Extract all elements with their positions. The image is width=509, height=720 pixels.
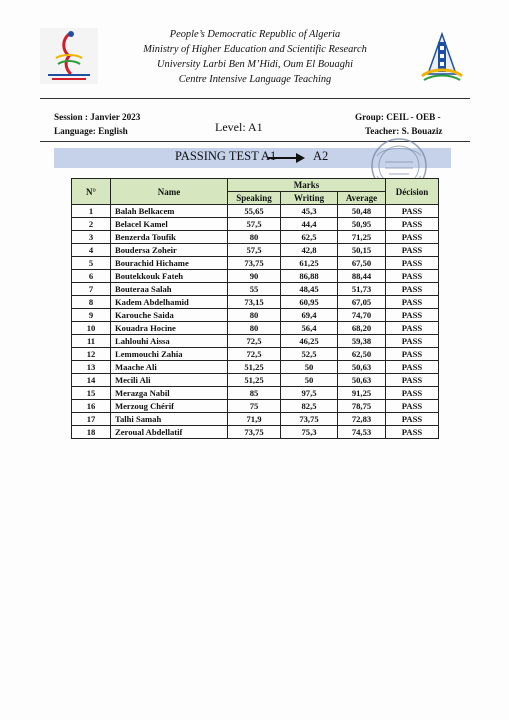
session-label: Session : Janvier 2023 [54,112,141,122]
table-row [72,426,439,439]
writing-mark: 44,4 [281,218,338,231]
decision-value: PASS [386,400,439,413]
table-row [72,400,439,413]
speaking-mark: 57,5 [228,218,281,231]
row-number: 18 [72,426,111,439]
student-name: Kadem Abdelhamid [111,296,228,309]
average-mark: 67,50 [338,257,386,270]
student-name: Merzoug Chérif [111,400,228,413]
header-speaking: Speaking [228,192,281,205]
decision-value: PASS [386,322,439,335]
average-mark: 74,53 [338,426,386,439]
table-row [72,244,439,257]
speaking-mark: 72,5 [228,335,281,348]
speaking-mark: 73,75 [228,257,281,270]
average-mark: 67,05 [338,296,386,309]
ceil-logo-icon [418,30,466,82]
student-name: Benzerda Toufik [111,231,228,244]
writing-mark: 75,3 [281,426,338,439]
row-number: 9 [72,309,111,322]
row-number: 15 [72,387,111,400]
table-row [72,309,439,322]
average-mark: 74,70 [338,309,386,322]
header-marks: Marks [228,179,386,192]
row-number: 10 [72,322,111,335]
writing-mark: 50 [281,374,338,387]
table-row [72,231,439,244]
writing-mark: 97,5 [281,387,338,400]
row-number: 8 [72,296,111,309]
student-name: Mecili Ali [111,374,228,387]
student-name: Maache Ali [111,361,228,374]
speaking-mark: 75 [228,400,281,413]
average-mark: 50,63 [338,361,386,374]
speaking-mark: 72,5 [228,348,281,361]
institution-header [120,27,390,87]
table-row [72,283,439,296]
speaking-mark: 73,75 [228,426,281,439]
header-line-centre: Centre Intensive Language Teaching [178,74,332,85]
average-mark: 62,50 [338,348,386,361]
table-row [72,413,439,426]
decision-value: PASS [386,296,439,309]
writing-mark: 60,95 [281,296,338,309]
table-row [72,205,439,218]
writing-mark: 42,8 [281,244,338,257]
speaking-mark: 51,25 [228,361,281,374]
writing-mark: 48,45 [281,283,338,296]
decision-value: PASS [386,283,439,296]
speaking-mark: 80 [228,309,281,322]
average-mark: 50,95 [338,218,386,231]
decision-value: PASS [386,348,439,361]
right-arrow-icon [266,152,306,164]
decision-value: PASS [386,413,439,426]
table-row [72,270,439,283]
table-row [72,387,439,400]
student-name: Talhi Samah [111,413,228,426]
grades-table [71,178,439,439]
header-line-university: University Larbi Ben M’Hidi, Oum El Bouaghi [157,59,353,70]
header-line-republic: People’s Democratic Republic of Algeria [169,29,341,40]
writing-mark: 69,4 [281,309,338,322]
writing-mark: 86,88 [281,270,338,283]
writing-mark: 61,25 [281,257,338,270]
student-name: Belacel Kamel [111,218,228,231]
row-number: 13 [72,361,111,374]
group-label: Group: CEIL - OEB - [355,112,441,122]
table-row [72,374,439,387]
writing-mark: 50 [281,361,338,374]
decision-value: PASS [386,374,439,387]
student-name: Zeroual Abdellatif [111,426,228,439]
language-label: Language: English [54,126,128,136]
decision-value: PASS [386,231,439,244]
row-number: 6 [72,270,111,283]
header-writing: Writing [281,192,338,205]
row-number: 7 [72,283,111,296]
speaking-mark: 55 [228,283,281,296]
header-average: Average [338,192,386,205]
table-row [72,322,439,335]
table-row [72,335,439,348]
student-name: Lahlouhi Aissa [111,335,228,348]
writing-mark: 73,75 [281,413,338,426]
header-name: Name [111,179,228,205]
average-mark: 71,25 [338,231,386,244]
row-number: 12 [72,348,111,361]
student-name: Bouteraa Salah [111,283,228,296]
header-number: N° [72,179,111,205]
decision-value: PASS [386,244,439,257]
decision-value: PASS [386,387,439,400]
table-row [72,257,439,270]
student-name: Merazga Nabil [111,387,228,400]
decision-value: PASS [386,257,439,270]
row-number: 1 [72,205,111,218]
row-number: 2 [72,218,111,231]
decision-value: PASS [386,335,439,348]
row-number: 14 [72,374,111,387]
banner-target-level: A2 [313,149,329,163]
average-mark: 51,73 [338,283,386,296]
decision-value: PASS [386,361,439,374]
average-mark: 72,83 [338,413,386,426]
writing-mark: 46,25 [281,335,338,348]
speaking-mark: 51,25 [228,374,281,387]
speaking-mark: 85 [228,387,281,400]
speaking-mark: 55,65 [228,205,281,218]
student-name: Balah Belkacem [111,205,228,218]
student-name: Boutekkouk Fateh [111,270,228,283]
speaking-mark: 71,9 [228,413,281,426]
banner-title: PASSING TEST A1 [175,149,277,163]
table-row [72,361,439,374]
speaking-mark: 73,15 [228,296,281,309]
writing-mark: 56,4 [281,322,338,335]
header-divider [40,98,470,99]
average-mark: 91,25 [338,387,386,400]
row-number: 17 [72,413,111,426]
university-logo-icon [40,28,98,84]
student-name: Karouche Saida [111,309,228,322]
decision-value: PASS [386,309,439,322]
average-mark: 50,15 [338,244,386,257]
speaking-mark: 57,5 [228,244,281,257]
average-mark: 59,38 [338,335,386,348]
row-number: 3 [72,231,111,244]
table-row [72,296,439,309]
writing-mark: 45,3 [281,205,338,218]
average-mark: 88,44 [338,270,386,283]
decision-value: PASS [386,218,439,231]
row-number: 5 [72,257,111,270]
header-line-ministry: Ministry of Higher Education and Scientific Research [143,44,367,55]
student-name: Kouadra Hocine [111,322,228,335]
average-mark: 50,63 [338,374,386,387]
writing-mark: 52,5 [281,348,338,361]
row-number: 4 [72,244,111,257]
speaking-mark: 80 [228,231,281,244]
teacher-label: Teacher: S. Bouaziz [365,126,443,136]
average-mark: 50,48 [338,205,386,218]
table-row [72,348,439,361]
decision-value: PASS [386,270,439,283]
writing-mark: 82,5 [281,400,338,413]
decision-value: PASS [386,205,439,218]
header-decision: Décision [386,179,439,205]
row-number: 16 [72,400,111,413]
table-header-row [72,179,439,192]
table-row [72,218,439,231]
student-name: Boudersa Zoheir [111,244,228,257]
row-number: 11 [72,335,111,348]
decision-value: PASS [386,426,439,439]
grades-table-body [72,205,439,439]
writing-mark: 62,5 [281,231,338,244]
student-name: Lemmouchi Zahia [111,348,228,361]
level-label: Level: A1 [215,120,263,134]
student-name: Bourachid Hichame [111,257,228,270]
average-mark: 78,75 [338,400,386,413]
speaking-mark: 90 [228,270,281,283]
speaking-mark: 80 [228,322,281,335]
average-mark: 68,20 [338,322,386,335]
